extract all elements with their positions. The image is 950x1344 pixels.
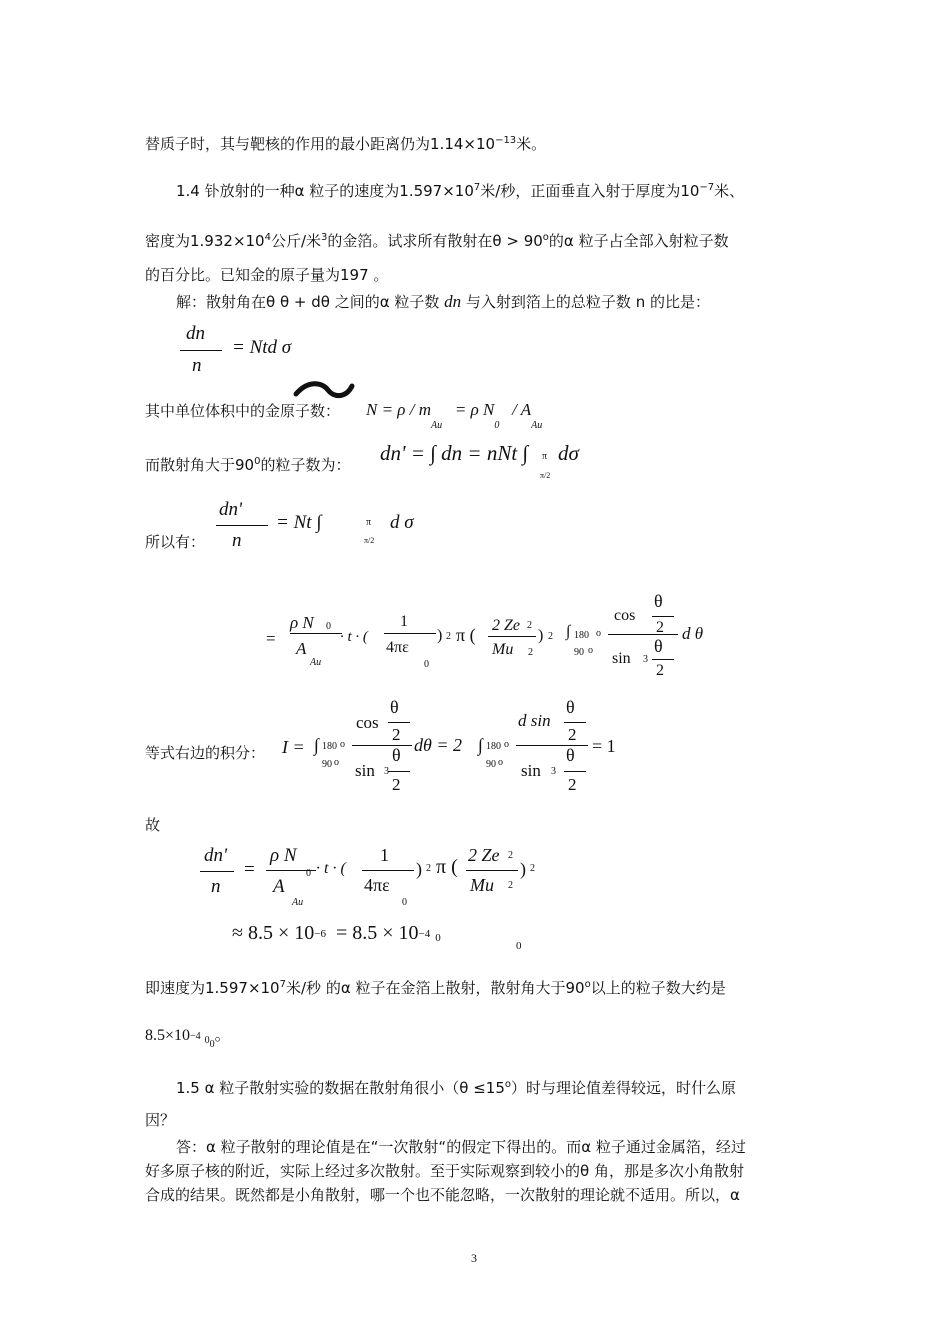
final-2Ze: 2 Ze [468,845,500,865]
final-sq2: 2 [530,863,535,874]
final-mu2: 2 [508,880,513,891]
eq4-upper-limit: π [366,517,372,528]
eq5-sq: 2 [446,631,451,642]
eq5-half-2: 2 [656,662,664,679]
eq5-theta-top: θ [654,591,663,611]
eq1-fraction-bar [180,350,222,351]
eq3-dsigma: dσ [558,441,579,465]
eq5-sq2: 2 [548,631,553,642]
int2-theta-top: θ [566,697,575,717]
final-denominator: n [211,876,221,897]
eq2-expr: $N = \rho / m_{Au} = \rho$ $N_0 / A_{Au}$ [366,400,543,431]
int1-frac-bar [352,745,412,746]
eq5-deg2: o [588,645,593,656]
eq5-sin: sin [612,650,631,667]
eq5-half-bar-1 [652,616,674,617]
final-frac3-bar [466,870,518,871]
eq3-label: 而散射角大于$90^0$的粒子数为： [145,456,351,474]
eq5-frac4-bar [608,634,678,635]
int1-theta-top: θ [390,697,399,717]
eq5-cos: cos [614,607,636,624]
eq3-upper-limit: π [542,451,548,462]
eq5-mu2: 2 [528,647,533,658]
int-result: = 1 [592,736,616,756]
final-close: ) [416,859,422,879]
result-line: ≈ 8.5 × 10−6 = 8.5 × 10−4 0 [232,922,441,944]
final-Mu: Mu [470,875,494,895]
eq5-t: · t · ( [340,629,368,645]
eq4-dsigma: d σ [390,512,414,533]
eq4-lower-limit: π/2 [364,536,375,545]
eq5-eps0: 0 [424,659,429,670]
final-Au: Au [292,897,304,908]
final-frac1-bar [266,870,316,871]
final-4pe: 4πε [364,875,390,895]
eq5-deg1: o [596,628,601,639]
eq5-dtheta: d θ [682,624,704,643]
int1-sin: sin [355,761,375,780]
eq1-denominator: n [192,355,202,376]
int2-dsin: d sin [518,711,551,730]
eq5-close2: ) [538,627,544,644]
integral-sign-2: ∫ [478,735,483,755]
integral-1-deg: o [340,739,345,750]
int2-half-bar-1 [564,722,586,723]
eq3-lower-limit: π/2 [540,471,551,480]
int2-half-bar-2 [564,771,586,772]
eq5-4pe: 4πε [386,639,409,656]
problem-1-4-line-3: 的百分比。已知金的原子量为197 。 [145,266,389,284]
int2-sin: sin [521,761,541,780]
eq4-numerator: dn' [219,499,243,520]
integral-2-upper: 180 [486,741,501,752]
final-eps0: 0 [402,897,407,908]
tilde-mark [292,378,356,402]
page-number: 3 [471,1251,477,1265]
int1-half-bar-2 [388,771,410,772]
final-rho-n: ρ N [270,845,297,866]
answer-line-1: 答：α 粒子散射的理论值是在“一次散射“的假定下得出的。而α 粒子通过金属箔，经过 [176,1138,746,1156]
eq5-180: 180 [574,630,589,641]
eq5-theta-bot: θ [654,636,663,656]
eq5-frac1-bar [290,633,342,634]
int1-theta-bot: θ [392,745,401,765]
conclusion-line-2: 8.5×10−4 $0_0$。 [145,1025,231,1050]
int2-theta-bot: θ [566,745,575,765]
eq5-Mu: Mu [492,641,514,658]
int1-half-bar-1 [388,722,410,723]
int1-cube: 3 [384,766,389,777]
integral-sign-1: ∫ [314,735,319,755]
eq5-90: 90 [574,647,584,658]
eq5-half-1: 2 [656,619,664,636]
eq5-rho-n: ρ N [290,613,314,632]
final-pi: π ( [436,856,458,878]
int1-half-2: 2 [392,775,401,794]
problem-1-4-line-1: 1.4 钋放射的一种α 粒子的速度为$1.597\times 10^7$米/秒，正面垂直入射于厚度为$10^{-7}$米、 [176,182,745,200]
eq4-fraction-bar [216,525,268,526]
integral-2-deg2: o [498,757,503,768]
integral-2-deg: o [504,739,509,750]
eq5-pi: π ( [456,625,476,645]
int2-half-2: 2 [568,775,577,794]
eq5-one: 1 [400,613,408,630]
final-sq: 2 [426,863,431,874]
answer-line-2: 好多原子核的附近，实际上经过多次散射。至于实际观察到较小的θ 角，那是多次小角散射 [145,1162,744,1180]
eq5-half-bar-2 [652,659,674,660]
final-frac-bar [200,871,234,872]
final-one: 1 [380,845,389,865]
therefore: 故 [145,816,161,834]
eq5-z2: 2 [527,620,532,631]
eq2-label: 其中单位体积中的金原子数： [145,402,341,420]
final-n0: 0 [306,868,311,879]
integral-1-upper: 180 [322,741,337,752]
int1-half-1: 2 [392,725,401,744]
text-line: 替质子时，其与靶核的作用的最小距离仍为$1.14\times 10^{-13}$米。 [145,135,547,153]
eq5-cube: 3 [643,654,648,665]
final-z2: 2 [508,850,513,861]
problem-1-5-line-1: 1.5 α 粒子散射实验的数据在散射角很小$(\theta \le 15^o)$时与理论值差得较远，时什么原 [176,1079,737,1097]
integral-2-lower: 90 [486,759,496,770]
eq5-equals: = [266,629,276,648]
final-close2: ) [520,859,526,879]
final-t: · t · ( [316,860,346,877]
eq4-label: 所以有： [145,533,206,551]
final-equals: = [244,859,255,880]
eq4-rhs: = Nt ∫ [276,512,322,533]
eq4-denominator: n [232,530,242,551]
eq1-numerator: dn [186,323,205,344]
problem-1-4-line-2: 密度为$1.932\times 10^4$公斤/米$^3$的金箔。试求所有散射在$\theta > 90^o$的α 粒子占全部入射粒子数 [145,232,729,250]
int2-frac-bar [516,745,588,746]
int1-cos: cos [356,713,379,732]
eq5-2Ze: 2 Ze [492,617,520,634]
eq5-Au: Au [310,657,322,668]
final-frac2-bar [362,870,414,871]
int2-half-1: 2 [568,725,577,744]
eq5-A: A [296,639,307,658]
eq5-frac3-bar [488,636,536,637]
eq1-rhs: = Ntd σ [232,337,292,358]
int2-cube: 3 [551,766,556,777]
eq5-frac2-bar [384,633,436,634]
final-A: A [273,876,285,897]
eq5-n0: 0 [326,621,331,632]
result-percent-mark: 0 [516,940,522,952]
eq5-close: ) [437,627,443,644]
answer-line-3: 合成的结果。既然都是小角散射，哪一个也不能忽略，一次散射的理论就不适用。所以，α [145,1186,740,1204]
integral-I: I = [282,737,305,757]
int-dtheta-eq2: dθ = 2 [414,735,462,755]
eq5-int: ∫ [566,623,571,640]
problem-1-5-line-2: 因？ [145,1111,176,1129]
integral-label: 等式右边的积分： [145,744,266,762]
solution-intro: 解：散射角在θ θ + dθ 之间的α 粒子数 dn 与入射到箔上的总粒子数 n 的比是： [176,292,710,311]
final-numerator: dn' [204,845,228,866]
eq3-expr: dn' = ∫ dn = nNt ∫ [380,441,529,465]
integral-1-lower: 90 [322,759,332,770]
conclusion-line-1: 即速度为$1.597\times 10^7$米/秒 的α 粒子在金箔上散射，散射角大于90$^o$以上的粒子数大约是 [145,979,726,997]
integral-1-deg2: o [334,757,339,768]
